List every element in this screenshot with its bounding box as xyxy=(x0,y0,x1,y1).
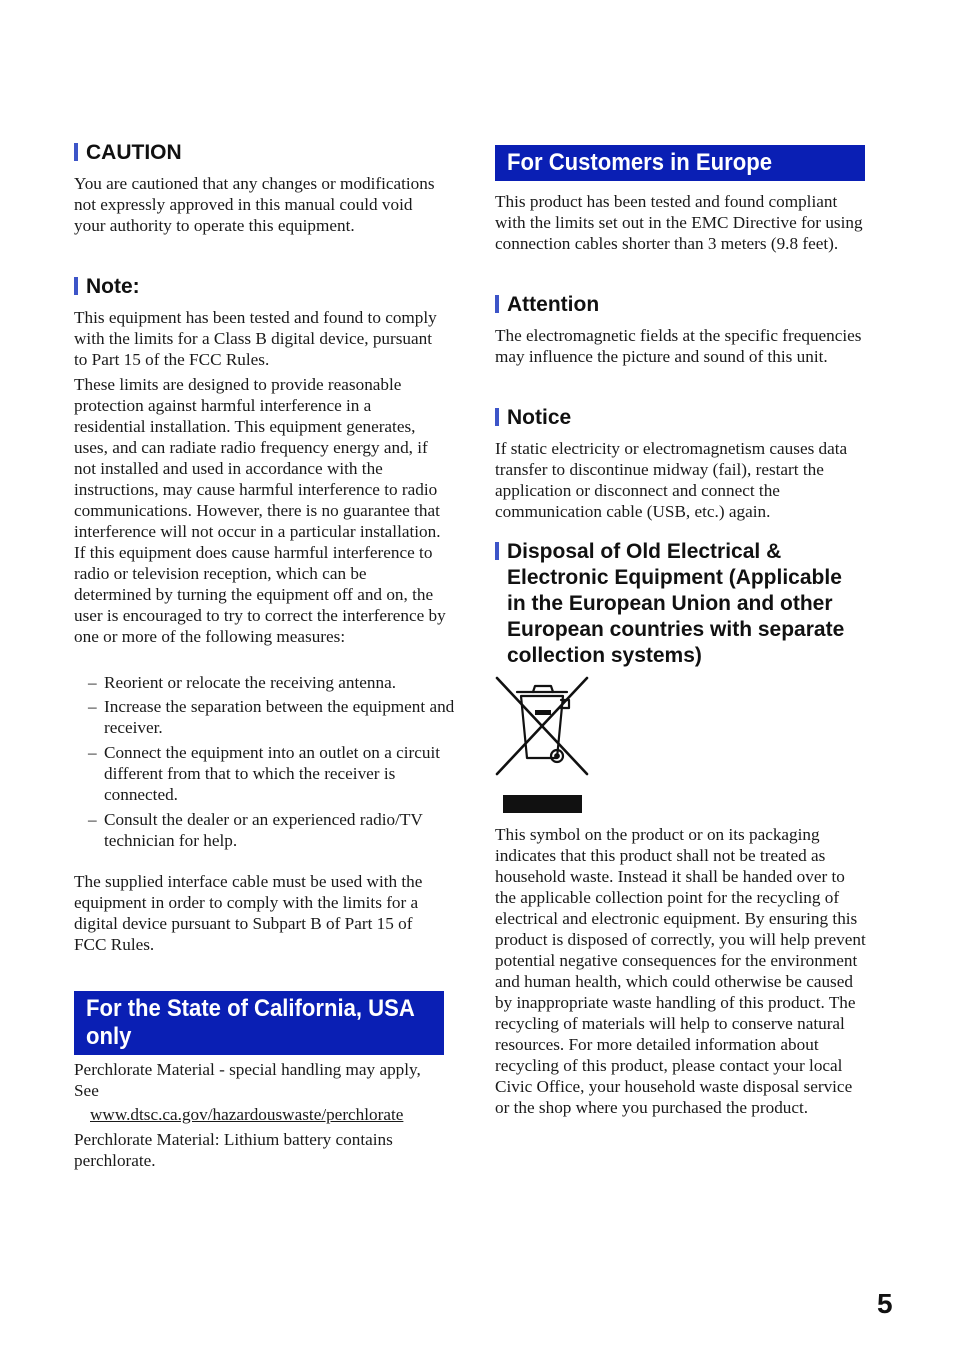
notice-heading: Notice xyxy=(495,405,571,431)
measure-item: – Connect the equipment into an outlet on a circuit different from that to which the receiver is connected. xyxy=(88,743,441,804)
california-section-heading: For the State of California, USA only xyxy=(74,991,444,1055)
perchlorate-link[interactable]: www.dtsc.ca.gov/hazardouswaste/perchlorate xyxy=(90,1105,404,1124)
perchlorate-paragraph-1: Perchlorate Material - special handling may apply, See xyxy=(74,1060,421,1100)
heading-bar xyxy=(74,143,78,161)
disposal-text: This symbol on the product or on its packaging indicates that this product shall not be treated as household waste. Instead it shall be handed over to the applicable collection point for the recycling of electrical and electronic equipment. By ensuring this product is disposed of correctly, you will help prevent potential negative consequences for the environment and human health, which could otherwise be caused by inappropriate waste handling of this product. The recycling of materials will help to conserve natural resources. For more detailed information about recycling of this product, please contact your local Civic Office, your household waste disposal service or the shop where you purchased the product. xyxy=(495,825,866,1117)
attention-text: The electromagnetic fields at the specific frequencies may influence the picture and sound of this unit. xyxy=(495,326,862,366)
measure-item: – Increase the separation between the equipment and receiver. xyxy=(88,697,455,737)
heading-bar xyxy=(495,408,499,426)
note-paragraph-3: The supplied interface cable must be used with the equipment in order to comply with the limits for a digital device pursuant to Subpart B of Part 15 of FCC Rules. xyxy=(74,872,423,954)
measure-item: – Consult the dealer or an experienced radio/TV technician for help. xyxy=(88,810,423,850)
attention-heading: Attention xyxy=(495,292,599,318)
heading-bar xyxy=(495,542,499,560)
note-paragraph-1: This equipment has been tested and found to comply with the limits for a Class B digital device, pursuant to Part 15 of the FCC Rules. xyxy=(74,308,437,369)
crossed-out-wheeled-bin-icon xyxy=(495,676,591,780)
europe-text: This product has been tested and found compliant with the limits set out in the EMC Directive for using connection cables shorter than 3 meters (9.8 feet). xyxy=(495,192,863,253)
europe-section-heading: For Customers in Europe xyxy=(495,145,865,181)
page-number: 5 xyxy=(877,1288,893,1319)
heading-bar xyxy=(495,295,499,313)
caution-text: You are cautioned that any changes or modifications not expressly approved in this manual could void your authority to operate this equipment. xyxy=(74,174,435,235)
disposal-heading: Disposal of Old Electrical & Electronic Equipment (Applicable in the European Union and other European countries with separate collection systems) xyxy=(495,539,879,669)
heading-bar xyxy=(74,277,78,295)
note-heading: Note: xyxy=(74,274,140,300)
note-paragraph-2: These limits are designed to provide reasonable protection against harmful interference in a residential installation. This equipment generates, uses, and can radiate radio frequency energy and, if not installed and used in accordance with the instructions, may cause harmful interference to radio communications. However, there is no guarantee that interference will not occur in a particular installation. If this equipment does cause harmful interference to radio or television reception, which can be determined by turning the equipment off and on, the user is encouraged to try to correct the interference by one or more of the following measures: xyxy=(74,375,446,646)
weee-marking-bar xyxy=(503,795,582,813)
notice-text: If static electricity or electromagnetism causes data transfer to discontinue midway (fail), restart the application or disconnect and connect the communication cable (USB, etc.) again. xyxy=(495,439,848,521)
caution-heading: CAUTION xyxy=(74,140,182,166)
measure-item: – Reorient or relocate the receiving antenna. xyxy=(88,673,397,692)
perchlorate-paragraph-2: Perchlorate Material: Lithium battery contains perchlorate. xyxy=(74,1130,393,1170)
